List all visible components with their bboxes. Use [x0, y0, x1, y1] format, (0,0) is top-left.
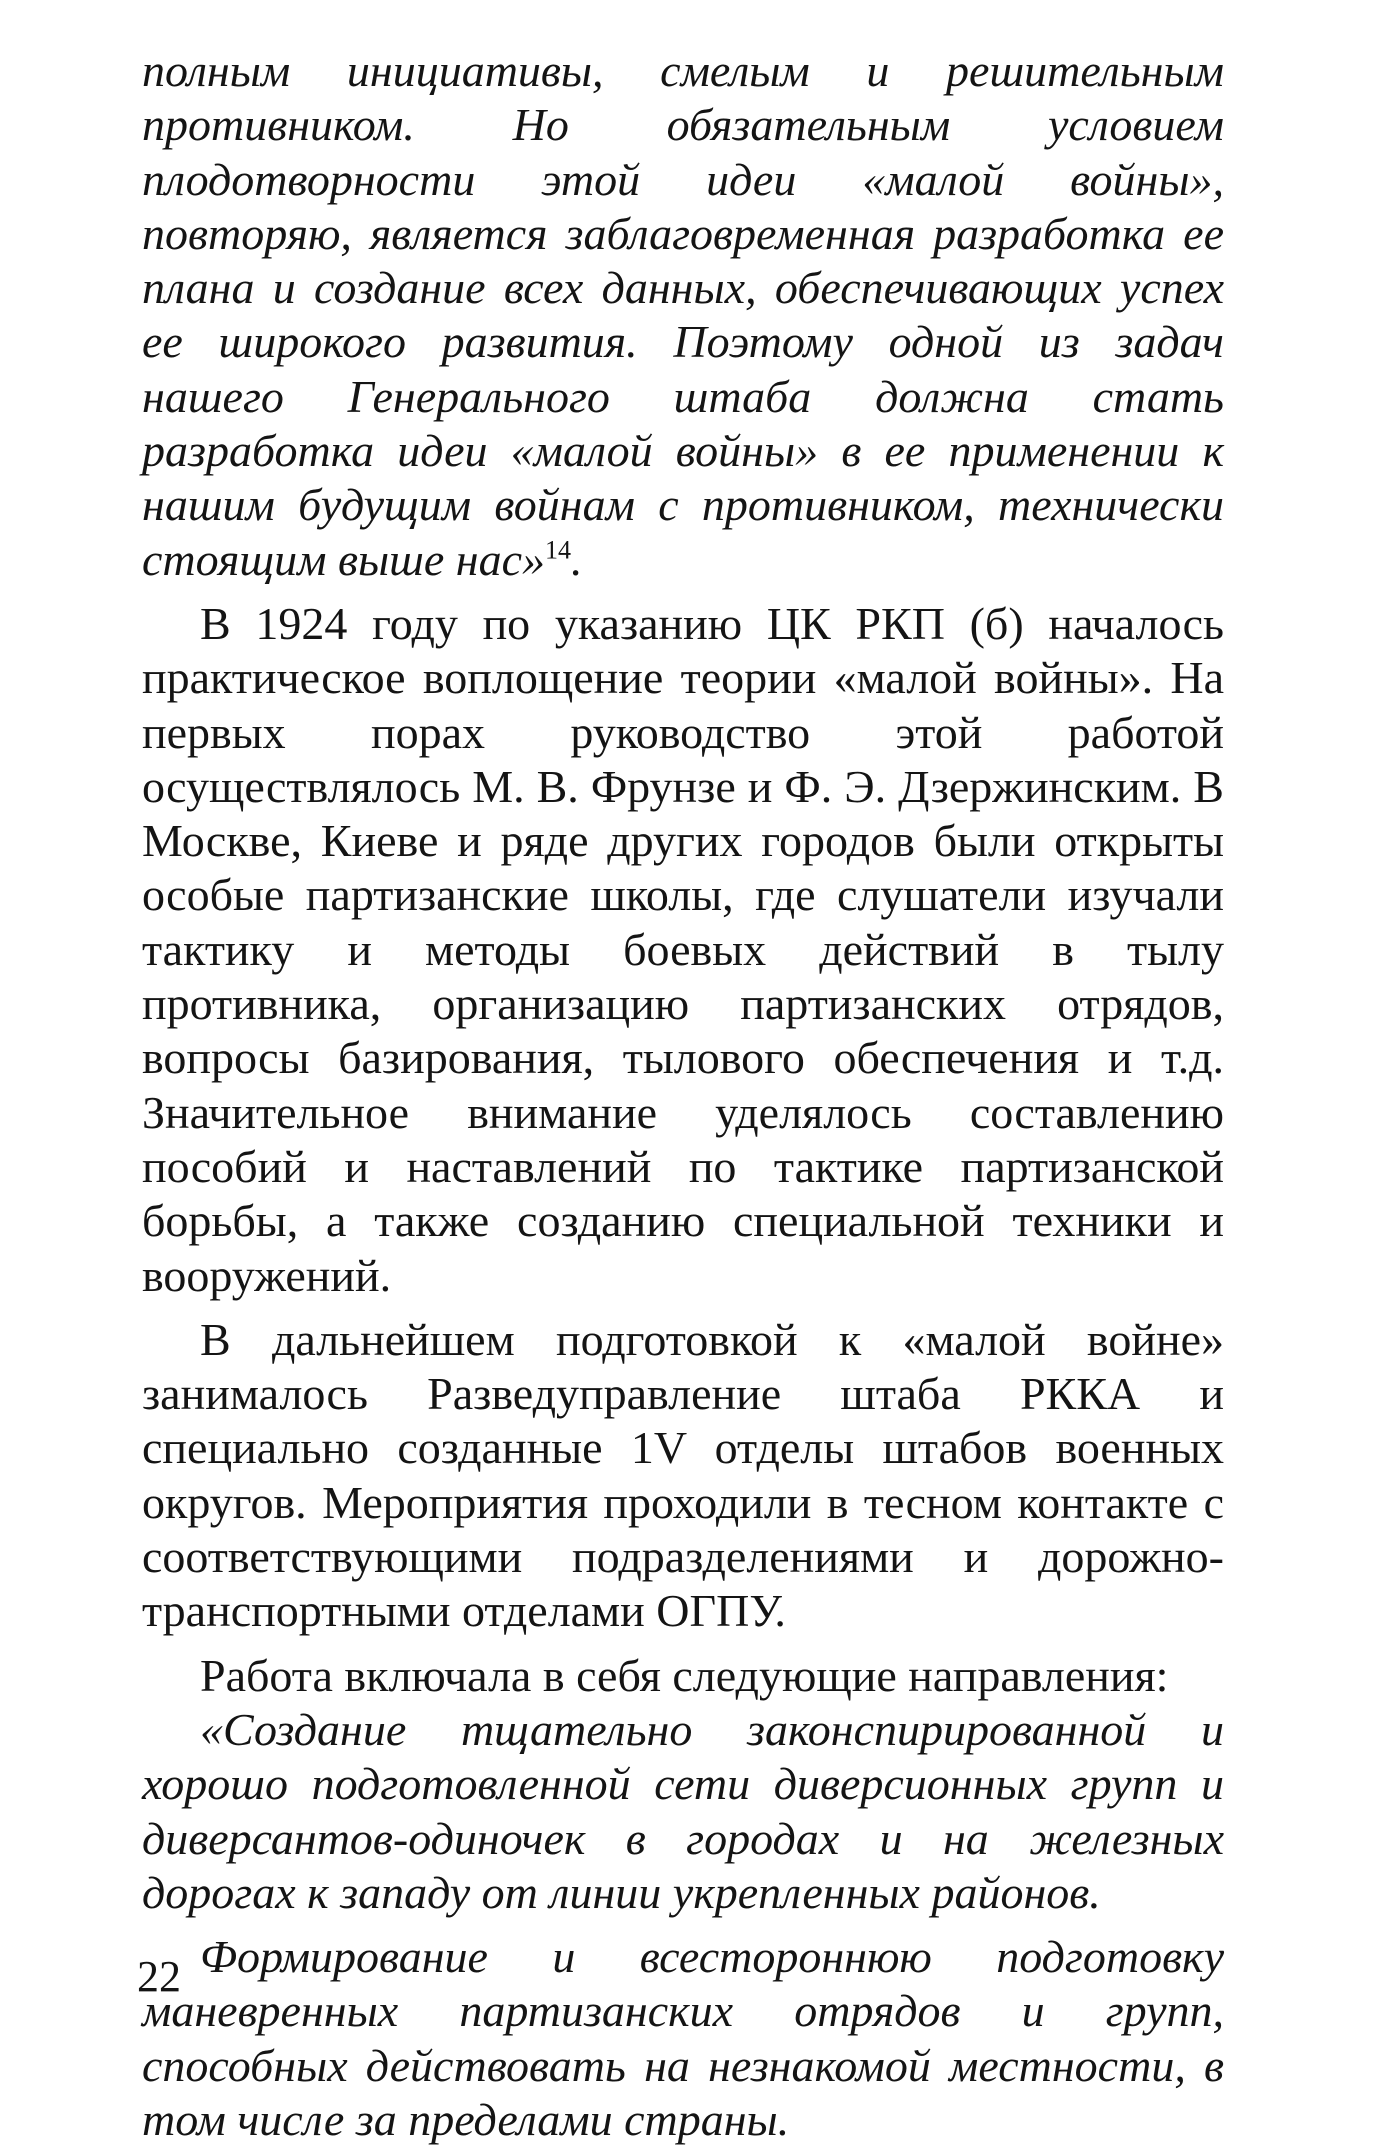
- quote-continuation: [142, 44, 1224, 587]
- paragraph-directions: Работа включала в себя следующие направления:: [200, 1649, 1169, 1701]
- quote-network: «Создание тщательно законспирированной и хорошо подготовленной сети диверсионных групп и диверсантов-одиночек в городах и на железных дорогах к западу от линии укрепленных районов.: [142, 1703, 1224, 1918]
- quote-continuation-tail: .: [571, 533, 583, 585]
- footnote-reference[interactable]: 14: [545, 535, 571, 565]
- text-column: [142, 44, 1224, 2147]
- quote-continuation-text: полным инициативы, смелым и решительным противником. Но обязательным условием плодотворности этой идеи «малой войны», повторяю, является заблаговременная разработка ее плана и создание всех данных, обеспечивающих успех ее широкого развития. Поэтому одной из задач нашего Генерального штаба должна стать разработка идеи «малой войны» в ее применении к нашим будущим войнам с противником, технически стоящим выше нас»: [142, 45, 1224, 585]
- paragraph-razvedupravlenie: В дальнейшем подготовкой к «малой войне» занималось Разведуправление штаба РККА и специально созданные 1V отделы штабов военных округов. Мероприятия проходили в тесном контакте с соответствующими подразделениями и дорожно-транспортными отделами ОГПУ.: [142, 1313, 1224, 1637]
- paragraph-1924: В 1924 году по указанию ЦК РКП (б) началось практическое воплощение теории «малой войны». На первых порах руководство этой работой осуществлялось М. В. Фрунзе и Ф. Э. Дзержинским. В Москве, Киеве и ряде других городов были открыты особые партизанские школы, где слушатели изучали тактику и методы боевых действий в тылу противника, организацию партизанских отрядов, вопросы базирования, тылового обеспечения и т.д. Значительное внимание уделялось составлению пособий и наставлений по тактике партизанской борьбы, а также созданию специальной техники и вооружений.: [142, 597, 1224, 1301]
- quote-formation: Формирование и всестороннюю подготовку маневренных партизанских отрядов и групп, способных действовать на незнакомой местности, в том числе за пределами страны.: [142, 1931, 1224, 2145]
- page-number: 22: [137, 1952, 181, 2001]
